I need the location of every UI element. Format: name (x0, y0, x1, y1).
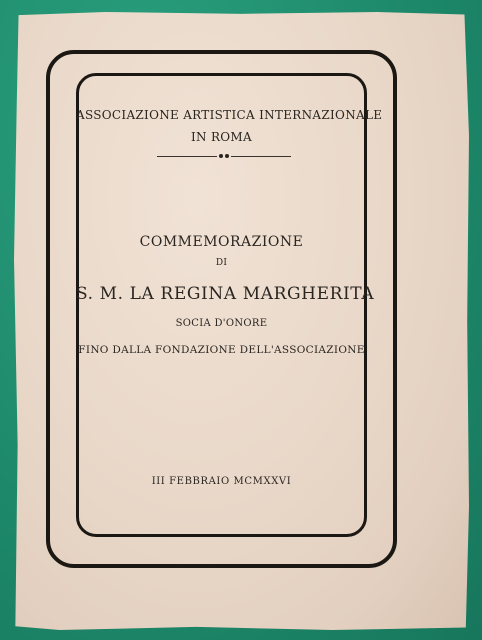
subject-role: SOCIA D'ONORE (175, 318, 268, 329)
divider-line-left (157, 156, 217, 157)
divider-line-right (231, 156, 291, 157)
document-heading: COMMEMORAZIONE (139, 234, 304, 250)
association-name: ASSOCIAZIONE ARTISTICA INTERNAZIONALE (76, 108, 383, 122)
divider-dot-right (225, 154, 229, 158)
divider-dot-left (219, 154, 223, 158)
document-date: III FEBBRAIO MCMXXVI (151, 476, 292, 487)
divider-ornament (157, 154, 291, 160)
heading-connector: DI (215, 258, 228, 268)
subject-since: FINO DALLA FONDAZIONE DELL'ASSOCIAZIONE (78, 344, 365, 356)
association-city: IN ROMA (191, 130, 252, 144)
subject-title: S. M. LA REGINA MARGHERITA (76, 284, 375, 304)
